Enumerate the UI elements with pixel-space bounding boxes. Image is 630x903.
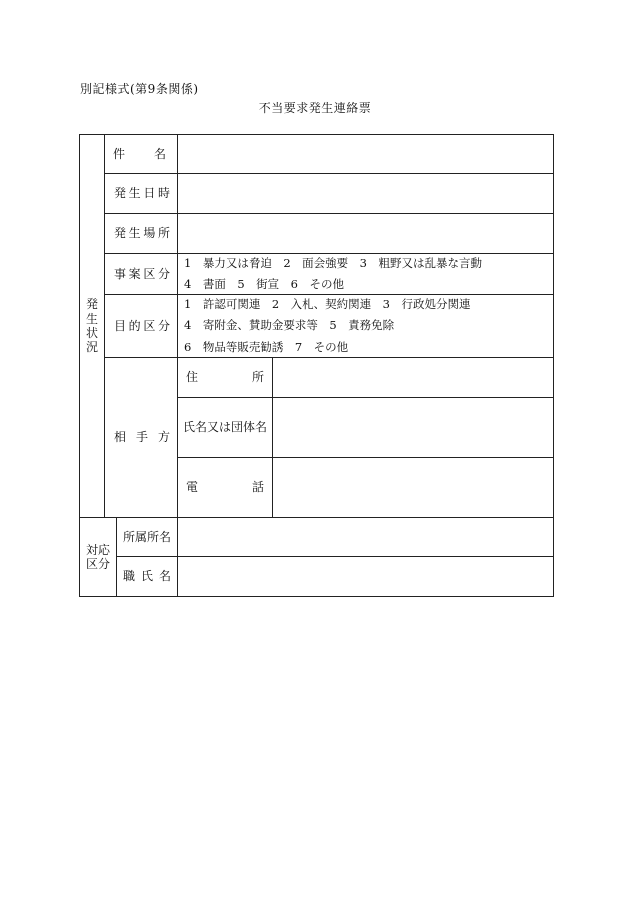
occurrence-section-label: 発 生 状 況	[80, 135, 105, 518]
row-staff	[80, 557, 554, 597]
place-field[interactable]	[178, 214, 554, 254]
row-place	[80, 214, 554, 254]
address-label: 住所	[178, 358, 273, 398]
row-purpose-category	[80, 295, 554, 358]
counterparty-label: 相手方	[105, 358, 178, 518]
subject-label: 件名	[105, 135, 178, 174]
purpose-category-options[interactable]	[178, 295, 554, 358]
incident-option-line: 1 暴力又は脅迫 2 面会強要 3 粗野又は乱暴な言動	[184, 256, 482, 270]
row-datetime	[80, 174, 554, 214]
address-field[interactable]	[273, 358, 554, 398]
datetime-label: 発生日時	[105, 174, 178, 214]
row-subject	[80, 135, 554, 174]
incident-category-label: 事案区分	[105, 254, 178, 295]
staff-label: 職氏名	[117, 557, 178, 597]
row-office	[80, 518, 554, 557]
purpose-option-line: 1 許認可関連 2 入札、契約関連 3 行政処分関連	[184, 296, 471, 311]
incident-report-table	[79, 134, 554, 597]
phone-field[interactable]	[273, 458, 554, 518]
response-section-label: 対応 区分	[80, 518, 117, 597]
name-field[interactable]	[273, 398, 554, 458]
subject-field[interactable]	[178, 135, 554, 174]
incident-category-options[interactable]	[178, 254, 554, 295]
name-label: 氏名又は団体名	[178, 398, 273, 458]
office-field[interactable]	[178, 518, 554, 557]
office-label: 所属所名	[117, 518, 178, 557]
phone-label: 電話	[178, 458, 273, 518]
datetime-field[interactable]	[178, 174, 554, 214]
staff-field[interactable]	[178, 557, 554, 597]
purpose-option-line: 4 寄附金、賛助金要求等 5 責務免除	[184, 318, 395, 333]
purpose-option-line: 6 物品等販売勧誘 7 その他	[184, 339, 349, 354]
row-incident-category	[80, 254, 554, 295]
place-label: 発生場所	[105, 214, 178, 254]
row-counterparty-address	[80, 358, 554, 398]
form-title: 不当要求発生連絡票	[258, 101, 372, 115]
form-reference: 別記様式(第9条関係)	[80, 82, 199, 96]
incident-option-line: 4 書面 5 街宣 6 その他	[184, 276, 344, 291]
purpose-category-label: 目的区分	[105, 295, 178, 358]
